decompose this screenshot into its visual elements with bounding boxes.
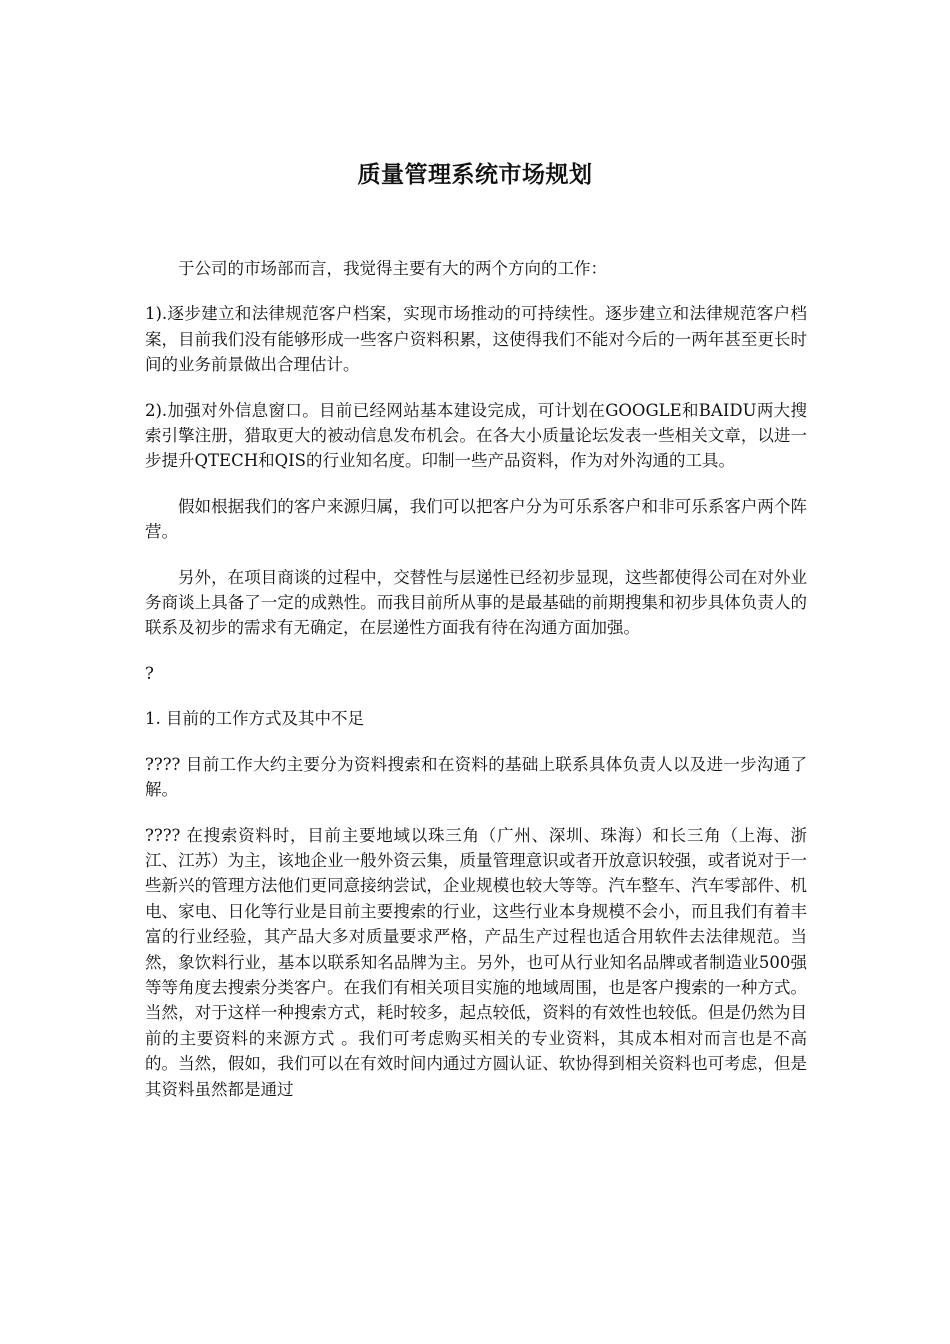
paragraph-point-2: 2).加强对外信息窗口。目前已经网站基本建设完成，可计划在GOOGLE和BAIDU两大搜索引擎注册，猎取更大的被动信息发布机会。在各大小质量论坛发表一些相关文章，以进一步提升QTECH和QIS的行业知名度。印制一些产品资料，作为对外沟通的工具。	[145, 400, 807, 471]
paragraph-search-details: ???? 在搜索资料时，目前主要地域以珠三角（广州、深圳、珠海）和长三角（上海、浙江、江苏）为主，该地企业一般外资云集，质量管理意识或者开放意识较强，或者说对于一些新兴的管理方法他们更同意接纳尝试，企业规模也较大等等。汽车整车、汽车零部件、机电、家电、日化等行业是目前主要搜索的行业，这些行业本身规模不会小，而且我们有着丰富的行业经验，其产品大多对质量要求严格，产品生产过程也适合用软件去法律规范。当然，象饮料行业，基本以联系知名品牌为主。另外，也可从行业知名品牌或者制造业500强等等角度去搜索分类客户。在我们有相关项目实施的地域周围，也是客户搜索的一种方式。当然，对于这样一种搜索方式，耗时较多，起点较低，资料的有效性也较低。但是仍然为目前的主要资料的来源方式 。我们可考虑购买相关的专业资料，其成本相对而言也是不高的。当然，假如，我们可以在有效时间内通过方圆认证、软协得到相关资料也可考虑，但是其资料虽然都是通过	[145, 825, 807, 1099]
document-body	[145, 256, 807, 1122]
paragraph-negotiation: 另外，在项目商谈的过程中，交替性与层递性已经初步显现，这些都使得公司在对外业务商谈上具备了一定的成熟性。而我目前所从事的是最基础的前期搜集和初步具体负责人的联系及初步的需求有无确定，在层递性方面我有待在沟通方面加强。	[145, 567, 807, 638]
paragraph-customer-groups: 假如根据我们的客户来源归属，我们可以把客户分为可乐系客户和非可乐系客户两个阵营。	[145, 496, 807, 542]
paragraph-intro: 于公司的市场部而言，我觉得主要有大的两个方向的工作：	[178, 259, 607, 278]
section-heading: 1. 目前的工作方式及其中不足	[145, 709, 364, 729]
paragraph-placeholder: ?	[145, 663, 154, 683]
paragraph-work-overview: ???? 目前工作大约主要分为资料搜索和在资料的基础上联系具体负责人以及进一步沟通了解。	[145, 754, 807, 800]
document-title: 质量管理系统市场规划	[357, 162, 593, 188]
paragraph-point-1: 1).逐步建立和法律规范客户档案，实现市场推动的可持续性。逐步建立和法律规范客户档案，目前我们没有能够形成一些客户资料积累，这使得我们不能对今后的一两年甚至更长时间的业务前景做出合理估计。	[145, 304, 807, 375]
